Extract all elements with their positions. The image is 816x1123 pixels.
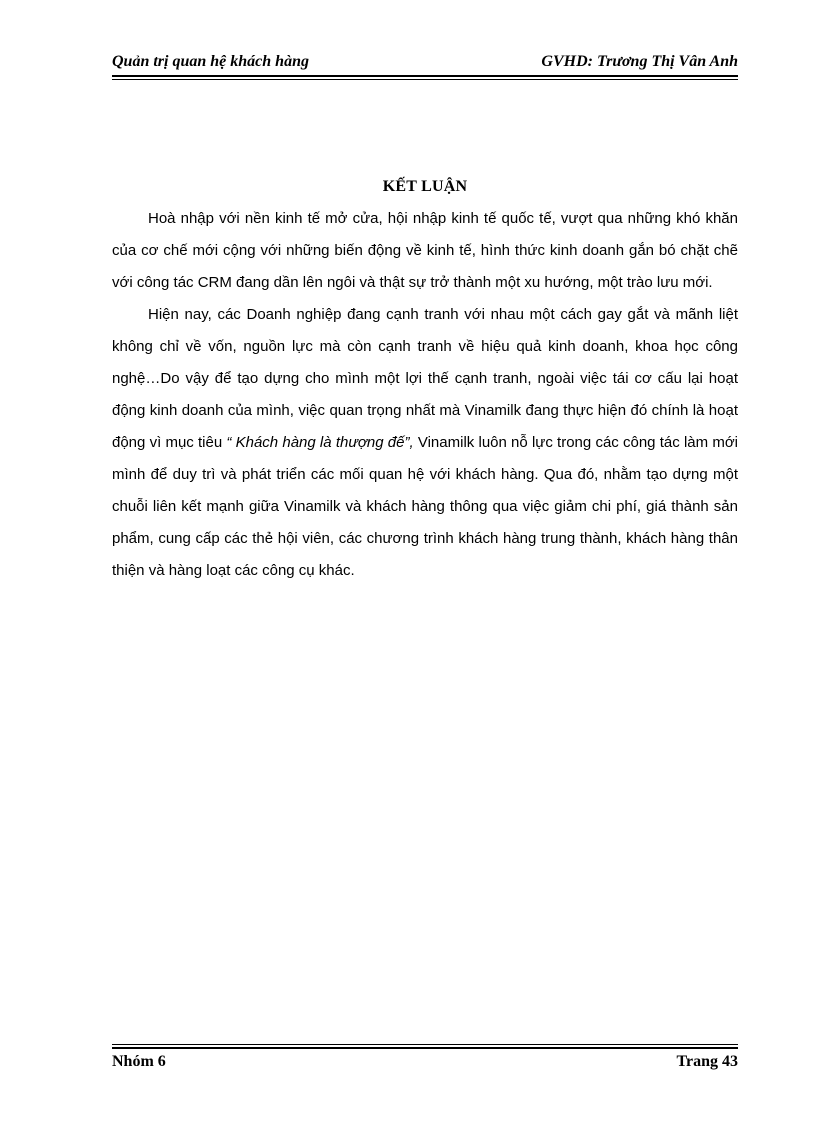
- paragraph-2-after-quote: Vinamilk luôn nỗ lực trong các công tác làm mới mình để duy trì và phát triển các mối quan hệ với khách hàng. Qua đó, nhằm tạo dựng một chuỗi liên kết mạnh giữa Vinamilk và khách hàng thông qua việc giảm chi phí, giá thành sản phẩm, cung cấp các thẻ hội viên, các chương trình khách hàng trung thành, khách hàng thân thiện và hàng loạt các công cụ khác.: [112, 434, 738, 579]
- footer-rule-thin: [112, 1044, 738, 1045]
- section-title: KẾT LUẬN: [382, 178, 468, 195]
- header-rule-thick: [112, 75, 738, 77]
- paragraph-2-quote: “ Khách hàng là thượng đế”,: [226, 434, 414, 451]
- paragraph-1: Hoà nhập với nền kinh tế mở cửa, hội nhập kinh tế quốc tế, vượt qua những khó khăn của cơ chế mới cộng với những biến động về kinh tế, hình thức kinh doanh gắn bó chặt chẽ với công tác CRM đang dần lên ngôi và thật sự trở thành một xu hướng, một trào lưu mới.: [112, 210, 738, 291]
- header-course-title: Quản trị quan hệ khách hàng: [112, 53, 309, 70]
- header-rule-thin: [112, 79, 738, 80]
- footer-page-number: Trang 43: [676, 1053, 738, 1070]
- page-header: [112, 52, 738, 74]
- page-footer: [112, 1052, 738, 1074]
- paragraph-2-before-quote: Hiện nay, các Doanh nghiệp đang cạnh tranh với nhau một cách gay gắt và mãnh liệt không chỉ về vốn, nguồn lực mà còn cạnh tranh về hiệu quả kinh doanh, khoa học công nghệ…Do vậy để tạo dựng cho mình một lợi thế cạnh tranh, ngoài việc tái cơ cấu lại hoạt động kinh doanh của mình, việc quan trọng nhất mà Vinamilk đang thực hiện đó chính là hoạt động vì mục tiêu: [112, 306, 738, 451]
- paragraph-2: [112, 299, 738, 587]
- header-instructor: GVHD: Trương Thị Vân Anh: [541, 53, 738, 70]
- footer-group: Nhóm 6: [112, 1053, 166, 1070]
- footer-rule-thick: [112, 1047, 738, 1049]
- body-content: [112, 203, 738, 587]
